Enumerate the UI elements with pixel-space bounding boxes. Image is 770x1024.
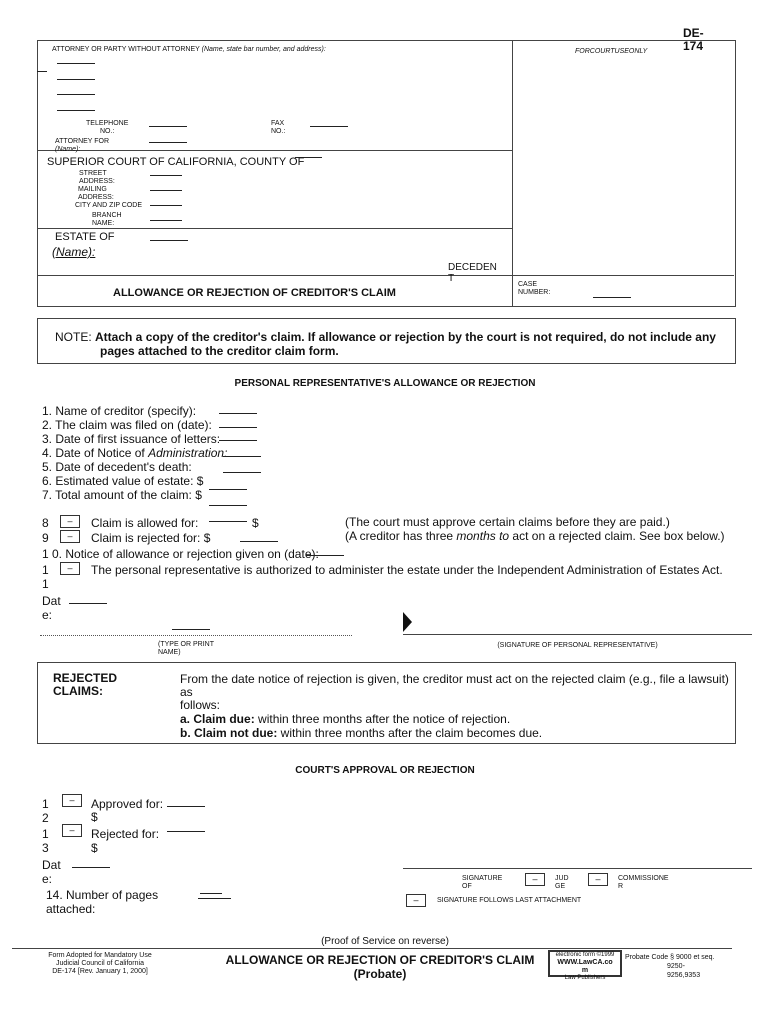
follows-attachment-checkbox[interactable]: – (406, 894, 426, 907)
probate-code: Probate Code § 9000 et seq. 9250- 9256,9353 (625, 954, 715, 979)
pages-field[interactable] (200, 893, 222, 894)
fax-label: FAX NO.: (271, 120, 286, 135)
death-date-field[interactable] (223, 472, 261, 473)
telephone-label: TELEPHONE NO.: (86, 120, 129, 135)
estate-name-label: (Name): (52, 245, 96, 259)
claim-amount-field[interactable] (209, 505, 247, 506)
pr-signature-line[interactable] (403, 634, 752, 635)
item-9-num: 9 (42, 531, 49, 545)
claim-filed-date-field[interactable] (219, 427, 257, 428)
proof-of-service-note: (Proof of Service on reverse) (321, 936, 449, 947)
court-date-field[interactable] (72, 867, 110, 868)
footer-left: Form Adopted for Mandatory Use Judicial Council of California DE-174 [Rev. January 1, 2000] (48, 952, 152, 975)
rejected-as: as (180, 685, 193, 699)
approved-checkbox[interactable]: – (62, 794, 82, 807)
branch-label: BRANCH NAME: (92, 212, 122, 227)
attorney-label (52, 46, 326, 54)
city-label: CITY AND ZIP CODE (75, 202, 143, 209)
attorney-for-label: ATTORNEY FOR (Name): (55, 138, 110, 153)
type-name-label: (TYPE OR PRINT NAME) (158, 641, 215, 656)
city-field[interactable] (150, 205, 182, 206)
dollar-sign: $ (91, 841, 98, 855)
commissioner-label: COMMISSIONE R (618, 875, 669, 890)
rejected-claims-label: REJECTED CLAIMS: (53, 671, 118, 698)
item-4: 4. Date of Notice of Administration: (42, 446, 228, 460)
item-11-text: The personal representative is authorized to administer the estate under the Independent Administration of Estates Act. (91, 563, 723, 577)
item-8-note: (The court must approve certain claims before they are paid.) (345, 515, 670, 529)
court-rejected-label: Rejected for: (91, 827, 160, 841)
court-heading: COURT'S APPROVAL OR REJECTION (295, 765, 475, 776)
item-9-label: Claim is rejected for: $ (91, 531, 211, 545)
estate-of-label: ESTATE OF (55, 231, 115, 243)
form-number-1: DE- (683, 26, 704, 40)
rejected-follows: follows: (180, 698, 221, 712)
court-rejected-amount-field[interactable] (167, 831, 205, 832)
follows-attachment-label: SIGNATURE FOLLOWS LAST ATTACHMENT (437, 897, 582, 904)
pages-field-underline (198, 898, 231, 899)
footer-title: ALLOWANCE OR REJECTION OF CREDITOR'S CLAIM (Probate) (225, 953, 535, 981)
divider (37, 228, 512, 229)
case-number-label: CASE NUMBER: (518, 281, 551, 296)
form-title: ALLOWANCE OR REJECTION OF CREDITOR'S CLAIM (113, 287, 396, 299)
attorney-line (37, 71, 47, 72)
divider (37, 275, 734, 276)
item-1: 1. Name of creditor (specify): (42, 404, 197, 418)
attorney-line[interactable] (57, 79, 95, 80)
iaea-checkbox[interactable]: – (60, 562, 80, 575)
attorney-label-text: ATTORNEY OR PARTY WITHOUT ATTORNEY (52, 46, 200, 53)
rejected-a: a. Claim due: within three months after the notice of rejection. (180, 712, 511, 726)
rejected-text: From the date notice of rejection is given, the creditor must act on the rejected claim (e.g., file a lawsuit) (180, 672, 729, 686)
rejected-checkbox[interactable]: – (60, 530, 80, 543)
estate-name-field[interactable] (150, 240, 188, 241)
caption-box (37, 40, 736, 307)
publisher-badge-text: electronic form ©1999 WWW.LawCA.co m Law Publishers (555, 952, 615, 981)
court-signature-line[interactable] (403, 868, 752, 869)
telephone-field[interactable] (149, 126, 187, 127)
item-11-num: 1 1 (42, 563, 49, 591)
arrow-icon (403, 612, 412, 632)
item-9-note: (A creditor has three months to act on a rejected claim. See box below.) (345, 529, 725, 543)
item-10: 1 0. Notice of allowance or rejection given on (date): (42, 547, 319, 561)
commissioner-checkbox[interactable]: – (588, 873, 608, 886)
case-number-field[interactable] (593, 297, 631, 298)
type-name-field[interactable] (172, 629, 210, 630)
dollar-sign: $ (91, 810, 98, 824)
allowed-amount-field[interactable] (209, 521, 247, 522)
pr-heading: PERSONAL REPRESENTATIVE'S ALLOWANCE OR REJECTION (234, 378, 536, 389)
street-label: STREET ADDRESS: (79, 170, 115, 185)
approved-label: Approved for: (91, 797, 164, 811)
rejected-b: b. Claim not due: within three months after the claim becomes due. (180, 726, 543, 740)
creditor-name-field[interactable] (219, 413, 257, 414)
pr-signature-label: (SIGNATURE OF PERSONAL REPRESENTATIVE) (497, 642, 658, 649)
branch-field[interactable] (150, 220, 182, 221)
decedent-label: DECEDEN T (448, 262, 497, 284)
letters-date-field[interactable] (219, 440, 257, 441)
allowed-checkbox[interactable]: – (60, 515, 80, 528)
date-label: Dat e: (42, 594, 61, 622)
date-field[interactable] (69, 603, 107, 604)
rejected-amount-field[interactable] (240, 541, 278, 542)
dotted-line (40, 635, 352, 636)
fax-field[interactable] (310, 126, 348, 127)
form-number-2: 174 (683, 39, 704, 53)
footer-rule (12, 948, 732, 949)
notice-date-field[interactable] (223, 456, 261, 457)
item-12-num: 1 2 (42, 797, 49, 825)
item-7: 7. Total amount of the claim: $ (42, 488, 202, 502)
court-rejected-checkbox[interactable]: – (62, 824, 82, 837)
estate-value-field[interactable] (209, 489, 247, 490)
mailing-label: MAILING ADDRESS: (78, 186, 114, 201)
attorney-line[interactable] (57, 63, 95, 64)
street-field[interactable] (150, 175, 182, 176)
court-use-only: FORCOURTUSEONLY (575, 48, 648, 55)
notice-given-date-field[interactable] (306, 555, 344, 556)
item-5: 5. Date of decedent's death: (42, 460, 192, 474)
item-3: 3. Date of first issuance of letters: (42, 432, 221, 446)
court-date-label: Dat e: (42, 858, 61, 886)
attorney-line[interactable] (57, 110, 95, 111)
telephone-field[interactable] (149, 142, 187, 143)
judge-checkbox[interactable]: – (525, 873, 545, 886)
item-6: 6. Estimated value of estate: $ (42, 474, 204, 488)
attorney-line[interactable] (57, 94, 95, 95)
court-name: SUPERIOR COURT OF CALIFORNIA, COUNTY OF (47, 156, 305, 168)
item-2: 2. The claim was filed on (date): (42, 418, 212, 432)
approved-amount-field[interactable] (167, 806, 205, 807)
note-text-2: pages attached to the creditor claim form. (100, 344, 339, 358)
dollar-sign: $ (252, 516, 259, 530)
divider (512, 40, 513, 306)
item-8-label: Claim is allowed for: (91, 516, 199, 530)
attorney-hint: (Name, state bar number, and address): (201, 46, 326, 53)
judge-label: JUD GE (555, 875, 569, 890)
note: NOTE: Attach a copy of the creditor's claim. If allowance or rejection by the court is not required, do not include any (55, 330, 716, 344)
signature-of-label: SIGNATURE OF (462, 875, 503, 890)
item-14: 14. Number of pages attached: (46, 888, 159, 916)
item-8-num: 8 (42, 516, 49, 530)
mailing-field[interactable] (150, 190, 182, 191)
item-13-num: 1 3 (42, 827, 49, 855)
